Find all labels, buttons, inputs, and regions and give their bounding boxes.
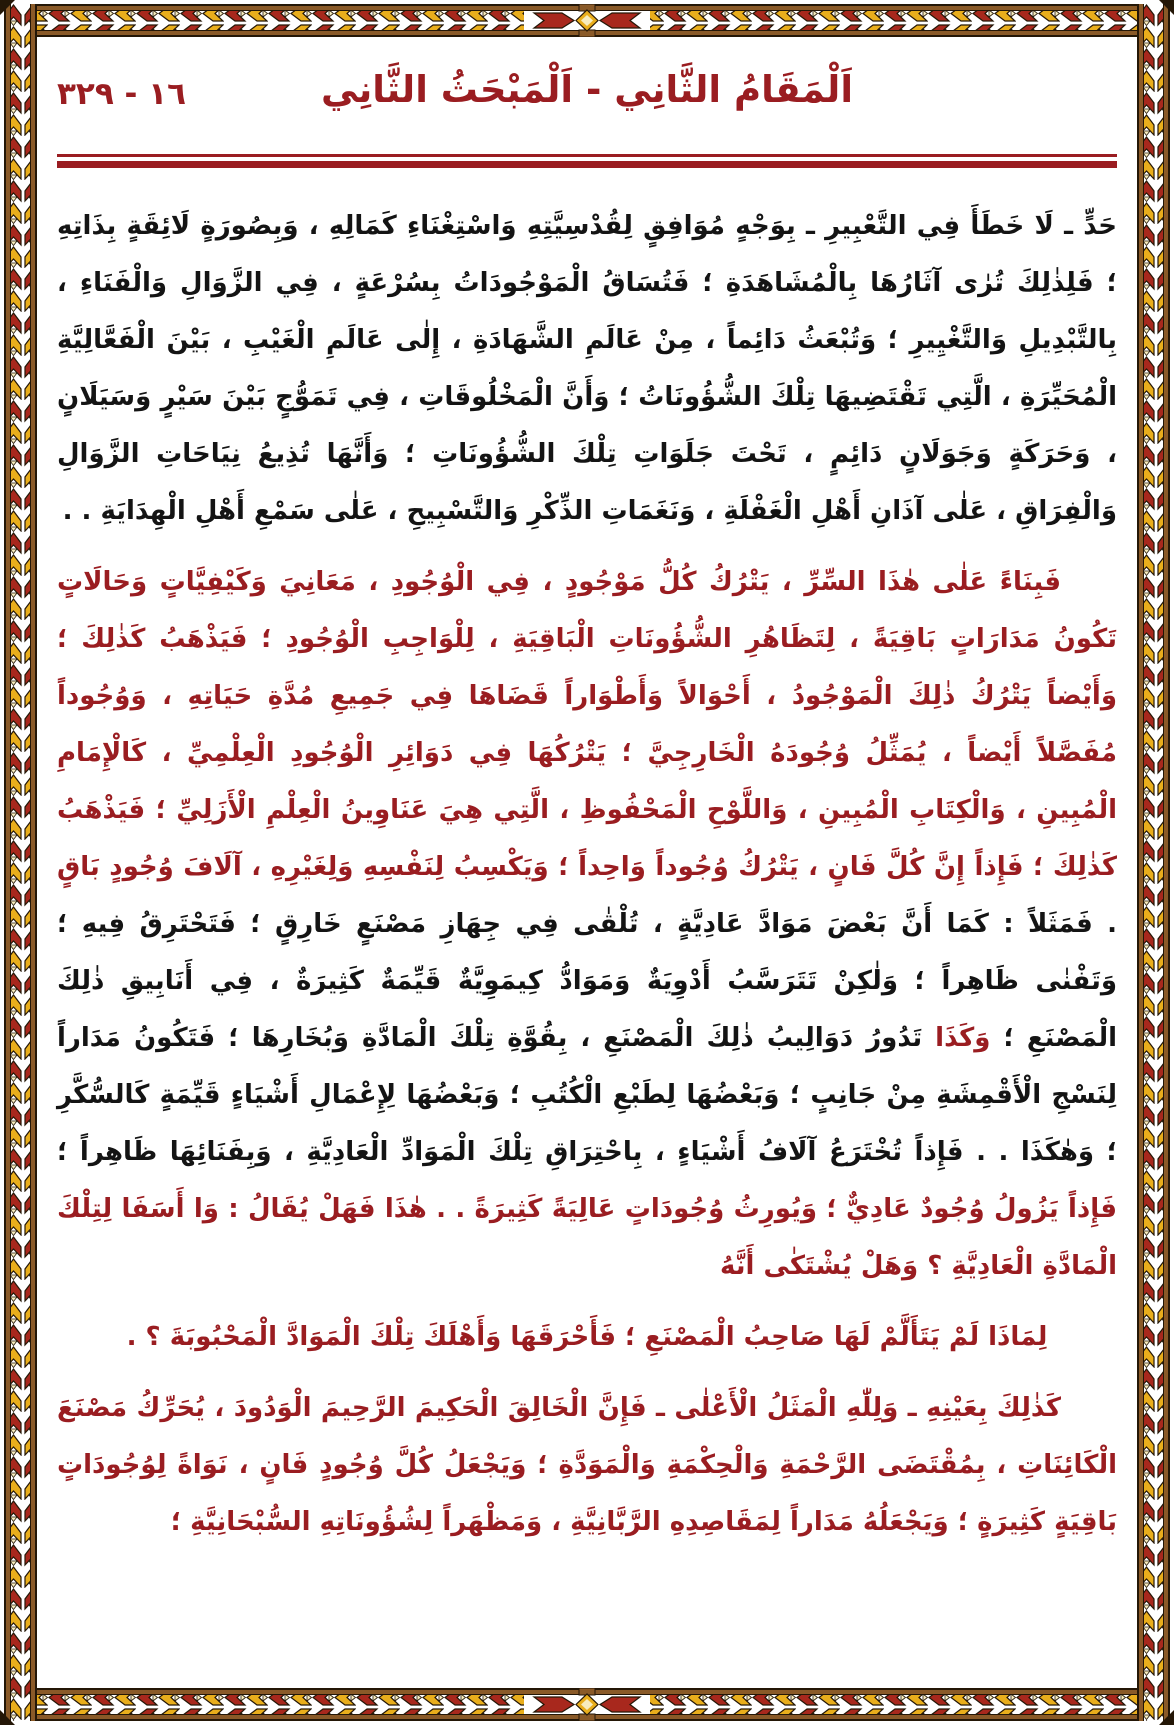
text-segment: لِمَاذَا لَمْ يَتَأَلَّمْ لَهَا صَاحِبُ الْمَصْنَعِ ؛ فَأَحْرَقَهَا وَأَهْلَكَ تِلْكَ الْمَوَادَّ الْمَحْبُوبَةَ ؟ . (126, 1322, 1048, 1352)
text-segment: وَكَذَا (935, 1023, 991, 1053)
paragraph (57, 198, 1117, 540)
corner-finial-icon (1156, 0, 1174, 18)
header-double-rule (57, 154, 1117, 168)
border-center-ornament-icon (512, 1688, 662, 1721)
text-segment: فَبِنَاءً عَلٰى هٰذَا السِّرِّ ، يَتْرُكُ كُلُّ مَوْجُودٍ ، فِي الْوُجُودِ ، مَعَانِيَ وَكَيْفِيَّاتٍ وَحَالَاتٍ تَكُونُ مَدَارَاتٍ بَاقِيَةً ، لِتَظَاهُرِ الشُّؤُونَاتِ الْبَاقِيَةِ ، لِلْوَاجِبِ الْوُجُودِ ؛ فَيَذْهَبُ كَذٰلِكَ ؛ وَأَيْضاً يَتْرُكُ ذٰلِكَ الْمَوْجُودُ ، أَحْوَالاً وَأَطْوَاراً قَضَاهَا فِي جَمِيعِ مُدَّةِ حَيَاتِهِ ، وَوُجُوداً مُفَصَّلاً أَيْضاً ، يُمَثِّلُ وُجُودَهُ الْخَارِجِيَّ ؛ يَتْرُكُهَا فِي دَوَائِرِ الْوُجُودِ الْعِلْمِيِّ ، كَالْإِمَامِ الْمُبِينِ ، وَالْكِتَابِ الْمُبِينِ ، وَاللَّوْحِ الْمَحْفُوظِ ، الَّتِي هِيَ عَنَاوِينُ الْعِلْمِ الْأَزَلِيِّ ؛ فَيَذْهَبُ كَذٰلِكَ ؛ فَإِذاً إِنَّ كُلَّ فَانٍ ، يَتْرُكُ وُجُوداً وَاحِداً ؛ وَيَكْسِبُ لِنَفْسِهِ وَلِغَيْرِهِ ، آلَافَ وُجُودٍ بَاقٍ (57, 567, 1117, 882)
border-right (1137, 4, 1170, 1721)
paragraph (57, 554, 1117, 1295)
corner-finial-icon (1156, 1707, 1174, 1725)
body-text (57, 198, 1117, 1551)
page-number: ١٦ - ٣٢٩ (57, 76, 187, 112)
paragraph (57, 1380, 1117, 1551)
text-segment: كَذٰلِكَ بِعَيْنِهِ ـ وَلِلّٰهِ الْمَثَلُ الْأَعْلٰى ـ فَإِنَّ الْخَالِقَ الْحَكِيمَ الرَّحِيمَ الْوَدُودَ ، يُحَرِّكُ مَصْنَعَ الْكَائِنَاتِ ، بِمُقْتَضَى الرَّحْمَةِ وَالْحِكْمَةِ وَالْمَوَدَّةِ ؛ وَيَجْعَلُ كُلَّ وُجُودٍ فَانٍ ، نَوَاةً لِوُجُودَاتٍ بَاقِيَةٍ كَثِيرَةٍ ؛ وَيَجْعَلُهُ مَدَاراً لِمَقَاصِدِهِ الرَّبَّانِيَّةِ ، وَمَظْهَراً لِشُؤُونَاتِهِ السُّبْحَانِيَّةِ ؛ (57, 1393, 1117, 1537)
text-segment: حَدٍّ ـ لَا خَطَأَ فِي التَّعْبِيرِ ـ بِوَجْهٍ مُوَافِقٍ لِقُدْسِيَّتِهِ وَاسْتِغْنَاءِ كَمَالِهِ ، وَبِصُورَةٍ لَائِقَةٍ بِذَاتِهِ ؛ فَلِذٰلِكَ تُرٰى آثَارُهَا بِالْمُشَاهَدَةِ ؛ فَتُسَاقُ الْمَوْجُودَاتُ بِسُرْعَةٍ ، فِي الزَّوَالِ وَالْفَنَاءِ ، بِالتَّبْدِيلِ وَالتَّغْيِيرِ ؛ وَتُبْعَثُ دَائِماً ، مِنْ عَالَمِ الشَّهَادَةِ ، إِلٰى عَالَمِ الْغَيْبِ ، بَيْنَ الْفَعَّالِيَّةِ الْمُحَيِّرَةِ ، الَّتِي تَقْتَضِيهَا تِلْكَ الشُّؤُونَاتُ ؛ وَأَنَّ الْمَخْلُوقَاتِ ، فِي تَمَوُّجٍ بَيْنَ سَيْرٍ وَسَيَلَانٍ ، وَحَرَكَةٍ وَجَوَلَانٍ دَائِمٍ ، تَحْتَ جَلَوَاتِ تِلْكَ الشُّؤُونَاتِ ؛ وَأَنَّهَا تُذِيعُ نِيَاحَاتِ الزَّوَالِ وَالْفِرَاقِ ، عَلٰى آذَانِ أَهْلِ الْغَفْلَةِ ، وَنَغَمَاتِ الذِّكْرِ وَالتَّسْبِيحِ ، عَلٰى سَمْعِ أَهْلِ الْهِدَايَةِ . . (57, 211, 1117, 526)
text-segment: تَدُورُ دَوَالِيبُ ذٰلِكَ الْمَصْنَعِ ، بِقُوَّةِ تِلْكَ الْمَادَّةِ وَبُخَارِهَا ؛ فَتَكُونُ مَدَاراً لِنَسْجِ الْأَقْمِشَةِ مِنْ جَانِبٍ ؛ وَبَعْضُهَا لِطَبْعِ الْكُتُبِ ؛ وَبَعْضُهَا لِإِعْمَالِ أَشْيَاءٍ قَيِّمَةٍ كَالسُّكَّرِ ؛ وَهٰكَذَا . . فَإِذاً تُخْتَرَعُ آلَافُ أَشْيَاءٍ ، بِاحْتِرَاقِ تِلْكَ الْمَوَادِّ الْعَادِيَّةِ ، وَبِفَنَائِهَا ظَاهِراً ؛ (57, 1023, 1117, 1167)
page-header (57, 62, 1117, 140)
page-content (57, 62, 1117, 1551)
border-center-ornament-icon (512, 4, 662, 37)
border-left (4, 4, 37, 1721)
page-title: اَلْمَقَامُ الثَّانِي - اَلْمَبْحَثُ الثَّانِي (320, 68, 854, 111)
text-segment: . فَمَثَلاً : كَمَا أَنَّ بَعْضَ مَوَادَّ عَادِيَّةٍ ، تُلْقٰى فِي جِهَازِ مَصْنَعٍ خَارِقٍ ؛ فَتَحْتَرِقُ فِيهِ ؛ وَتَفْنٰى ظَاهِراً ؛ وَلٰكِنْ تَتَرَسَّبُ أَدْوِيَةٌ وَمَوَادُّ كِيمَوِيَّةٌ قَيِّمَةٌ كَثِيرَةٌ ، فِي أَنَابِيقِ ذٰلِكَ الْمَصْنَعِ ؛ (57, 909, 1117, 1053)
paragraph (57, 1309, 1117, 1366)
corner-finial-icon (0, 0, 18, 18)
text-segment: فَإِذاً يَزُولُ وُجُودٌ عَادِيٌّ ؛ وَيُورِثُ وُجُودَاتٍ عَالِيَةً كَثِيرَةً . . هٰذَا فَهَلْ يُقَالُ : وَا أَسَفَا لِتِلْكَ الْمَادَّةِ الْعَادِيَّةِ ؟ وَهَلْ يُشْتَكٰى أَنَّهُ (57, 1194, 1117, 1281)
corner-finial-icon (0, 1707, 18, 1725)
